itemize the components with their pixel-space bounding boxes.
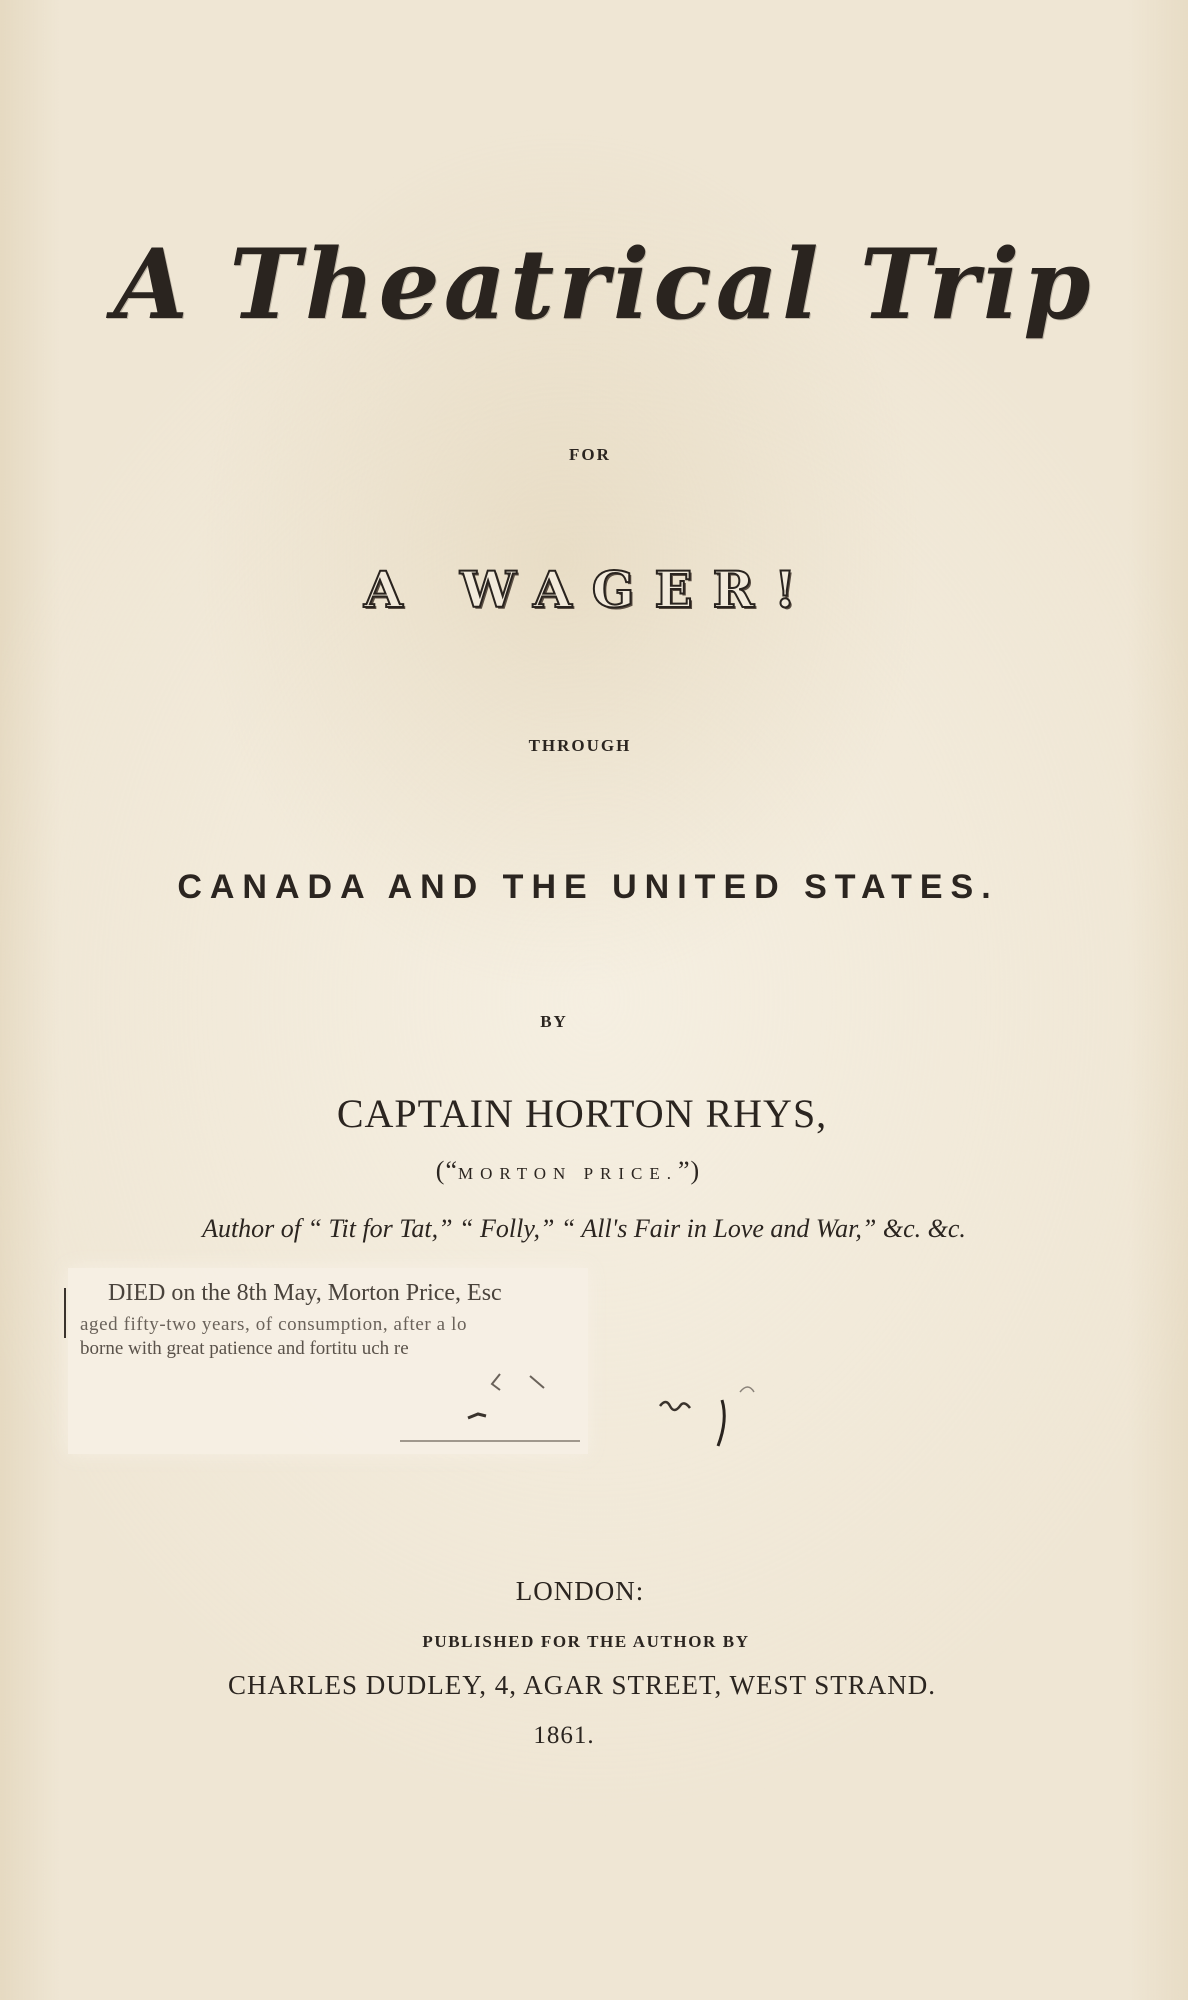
clipping-line-2: aged fifty-two years, of consumption, after a lo bbox=[80, 1314, 468, 1335]
pseudonym-open: (“ bbox=[435, 1156, 458, 1185]
imprint-publisher: CHARLES DUDLEY, 4, AGAR STREET, WEST STRAND. bbox=[227, 1670, 937, 1700]
author-works: Author of “ Tit for Tat,” “ Folly,” “ All's Fair in Love and War,” &c. &c. bbox=[202, 1214, 966, 1243]
by-text: BY bbox=[540, 1012, 568, 1031]
imprint-published: PUBLISHED FOR THE AUTHOR BY bbox=[422, 1632, 750, 1651]
imprint-city: LONDON: bbox=[515, 1576, 645, 1606]
clipping-margin-bar bbox=[64, 1288, 66, 1338]
for-text: FOR bbox=[569, 445, 611, 464]
clipping-rule bbox=[400, 1440, 580, 1442]
through-text: THROUGH bbox=[528, 736, 632, 755]
clipping-line-3: borne with great patience and fortitu uch re bbox=[80, 1338, 409, 1359]
subtitle-wager: A WAGER! bbox=[363, 560, 817, 619]
book-title: A Theatrical Trip bbox=[113, 228, 1095, 341]
author-pseudonym bbox=[0, 1156, 1162, 1186]
author-name: CAPTAIN HORTON RHYS, bbox=[336, 1091, 828, 1136]
handwritten-marks bbox=[380, 1370, 800, 1450]
imprint-year: 1861. bbox=[533, 1722, 595, 1749]
pseudonym-text: MORTON PRICE. bbox=[457, 1164, 679, 1183]
subtitle-region: CANADA AND THE UNITED STATES. bbox=[177, 868, 999, 906]
pseudonym-close: ”) bbox=[678, 1156, 701, 1185]
clipping-line-1: DIED on the 8th May, Morton Price, Esc bbox=[108, 1280, 502, 1306]
